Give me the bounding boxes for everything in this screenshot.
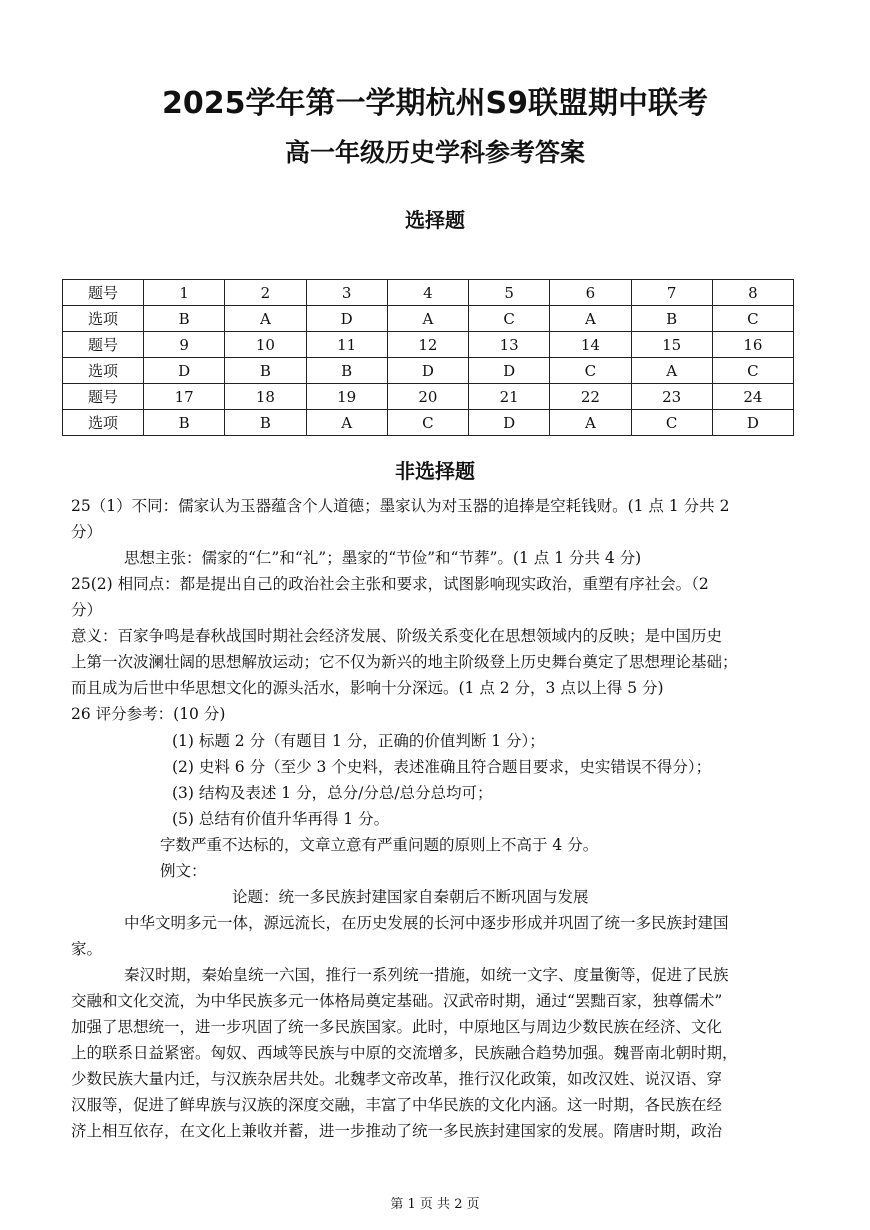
question-number-cell: 7 [631,280,712,306]
answer-cell: A [550,410,631,436]
text-line: 加强了思想统一，进一步巩固了统一多民族国家。此时，中原地区与周边少数民族在经济、文化 [71,1018,723,1036]
question-number-cell: 18 [225,384,306,410]
essay-topic: 论题：统一多民族封建国家自秦朝后不断巩固与发展 [232,888,589,906]
question-number-cell: 24 [712,384,793,410]
non-mc-heading: 非选择题 [395,459,475,483]
answer-cell: D [469,358,550,384]
question-number-cell: 10 [225,332,306,358]
answer-cell: C [712,306,793,332]
question-number-cell: 1 [144,280,225,306]
text-line: 例文： [160,862,207,880]
page-footer: 第 1 页 共 2 页 [390,1197,480,1212]
text-line: 上的联系日益紧密。匈奴、西域等民族与中原的交流增多，民族融合趋势加强。魏晋南北朝时期， [71,1044,738,1062]
text-line: 而且成为后世中华思想文化的源头活水，影响十分深远。(1 点 2 分，3 点以上得 5 分) [71,679,664,697]
answer-cell: B [144,410,225,436]
question-number-cell: 14 [550,332,631,358]
question-number-cell: 12 [387,332,468,358]
answer-cell: B [144,306,225,332]
answer-cell: C [631,410,712,436]
text-line: 字数严重不达标的，文章立意有严重问题的原则上不高于 4 分。 [160,836,599,854]
text-line: 上第一次波澜壮阔的思想解放运动；它不仅为新兴的地主阶级登上历史舞台奠定了思想理论基础； [71,653,738,671]
answer-row [63,358,794,384]
question-number-cell: 19 [306,384,387,410]
text-line: 中华文明多元一体，源远流长，在历史发展的长河中逐步形成并巩固了统一多民族封建国 [124,914,729,932]
exam-title: 2025学年第一学期杭州S9联盟期中联考 [162,86,708,121]
row-label: 选项 [63,358,144,384]
answer-cell: B [225,410,306,436]
answer-cell: D [306,306,387,332]
text-line: 思想主张：儒家的“仁”和“礼”；墨家的“节俭”和“节葬”。(1 点 1 分共 4 分) [124,549,642,567]
text-line: (2) 史料 6 分（至少 3 个史料，表述准确且符合题目要求，史实错误不得分）； [172,758,712,776]
text-line: 济上相互依存，在文化上兼收并蓄，进一步推动了统一多民族封建国家的发展。隋唐时期，政治 [71,1122,723,1140]
row-label: 题号 [63,280,144,306]
question-number-cell: 4 [387,280,468,306]
answer-cell: D [469,410,550,436]
text-line: 交融和文化交流，为中华民族多元一体格局奠定基础。汉武帝时期，通过“罢黜百家，独尊儒术” [71,992,723,1010]
answer-cell: D [712,410,793,436]
text-line: 分） [71,601,103,619]
question-number-cell: 8 [712,280,793,306]
question-number-cell: 6 [550,280,631,306]
answer-cell: D [144,358,225,384]
question-number-cell: 2 [225,280,306,306]
question-number-cell: 13 [469,332,550,358]
text-line: 意义：百家争鸣是春秋战国时期社会经济发展、阶级关系变化在思想领域内的反映；是中国历史 [71,627,723,645]
answer-cell: A [306,410,387,436]
question-number-cell: 21 [469,384,550,410]
text-line: (3) 结构及表述 1 分，总分/分总/总分总均可； [172,784,493,802]
answer-cell: C [550,358,631,384]
question-number-cell: 20 [387,384,468,410]
question-number-cell: 17 [144,384,225,410]
question-number-cell: 22 [550,384,631,410]
answer-cell: B [306,358,387,384]
question-number-cell: 15 [631,332,712,358]
answer-cell: A [550,306,631,332]
row-label: 选项 [63,410,144,436]
answer-cell: A [387,306,468,332]
row-label: 选项 [63,306,144,332]
answer-cell: D [387,358,468,384]
question-number-row [63,280,794,306]
row-label: 题号 [63,332,144,358]
text-line: 秦汉时期，秦始皇统一六国，推行一系列统一措施，如统一文字、度量衡等，促进了民族 [124,966,729,984]
text-line: 少数民族大量内迁，与汉族杂居共处。北魏孝文帝改革，推行汉化政策，如改汉姓、说汉语、穿 [71,1070,723,1088]
answer-cell: C [469,306,550,332]
text-line: 分） [71,523,103,541]
row-label: 题号 [63,384,144,410]
text-line: (1) 标题 2 分（有题目 1 分，正确的价值判断 1 分）； [172,732,545,750]
question-number-cell: 11 [306,332,387,358]
text-line: 家。 [71,940,103,958]
question-number-cell: 16 [712,332,793,358]
answer-table [62,279,794,436]
text-line: 汉服等，促进了鲜卑族与汉族的深度交融，丰富了中华民族的文化内涵。这一时期，各民族在经 [71,1096,723,1114]
answer-cell: A [631,358,712,384]
question-number-cell: 3 [306,280,387,306]
exam-subtitle: 高一年级历史学科参考答案 [284,138,585,167]
text-line: 26 评分参考：(10 分) [71,705,226,723]
question-number-cell: 5 [469,280,550,306]
question-number-row [63,384,794,410]
answer-cell: C [387,410,468,436]
question-number-cell: 9 [144,332,225,358]
text-line: 25(2) 相同点：都是提出自己的政治社会主张和要求，试图影响现实政治，重塑有序社会。（2 [71,575,709,593]
text-line: (5) 总结有价值升华再得 1 分。 [172,810,390,828]
answer-cell: C [712,358,793,384]
question-number-row [63,332,794,358]
answer-cell: B [225,358,306,384]
answer-row [63,410,794,436]
answer-row [63,306,794,332]
mc-heading: 选择题 [405,208,465,232]
text-line: 25（1）不同：儒家认为玉器蕴含个人道德；墨家认为对玉器的追捧是空耗钱财。(1 点 1 分共 2 [71,497,730,515]
question-number-cell: 23 [631,384,712,410]
answer-cell: A [225,306,306,332]
answer-cell: B [631,306,712,332]
